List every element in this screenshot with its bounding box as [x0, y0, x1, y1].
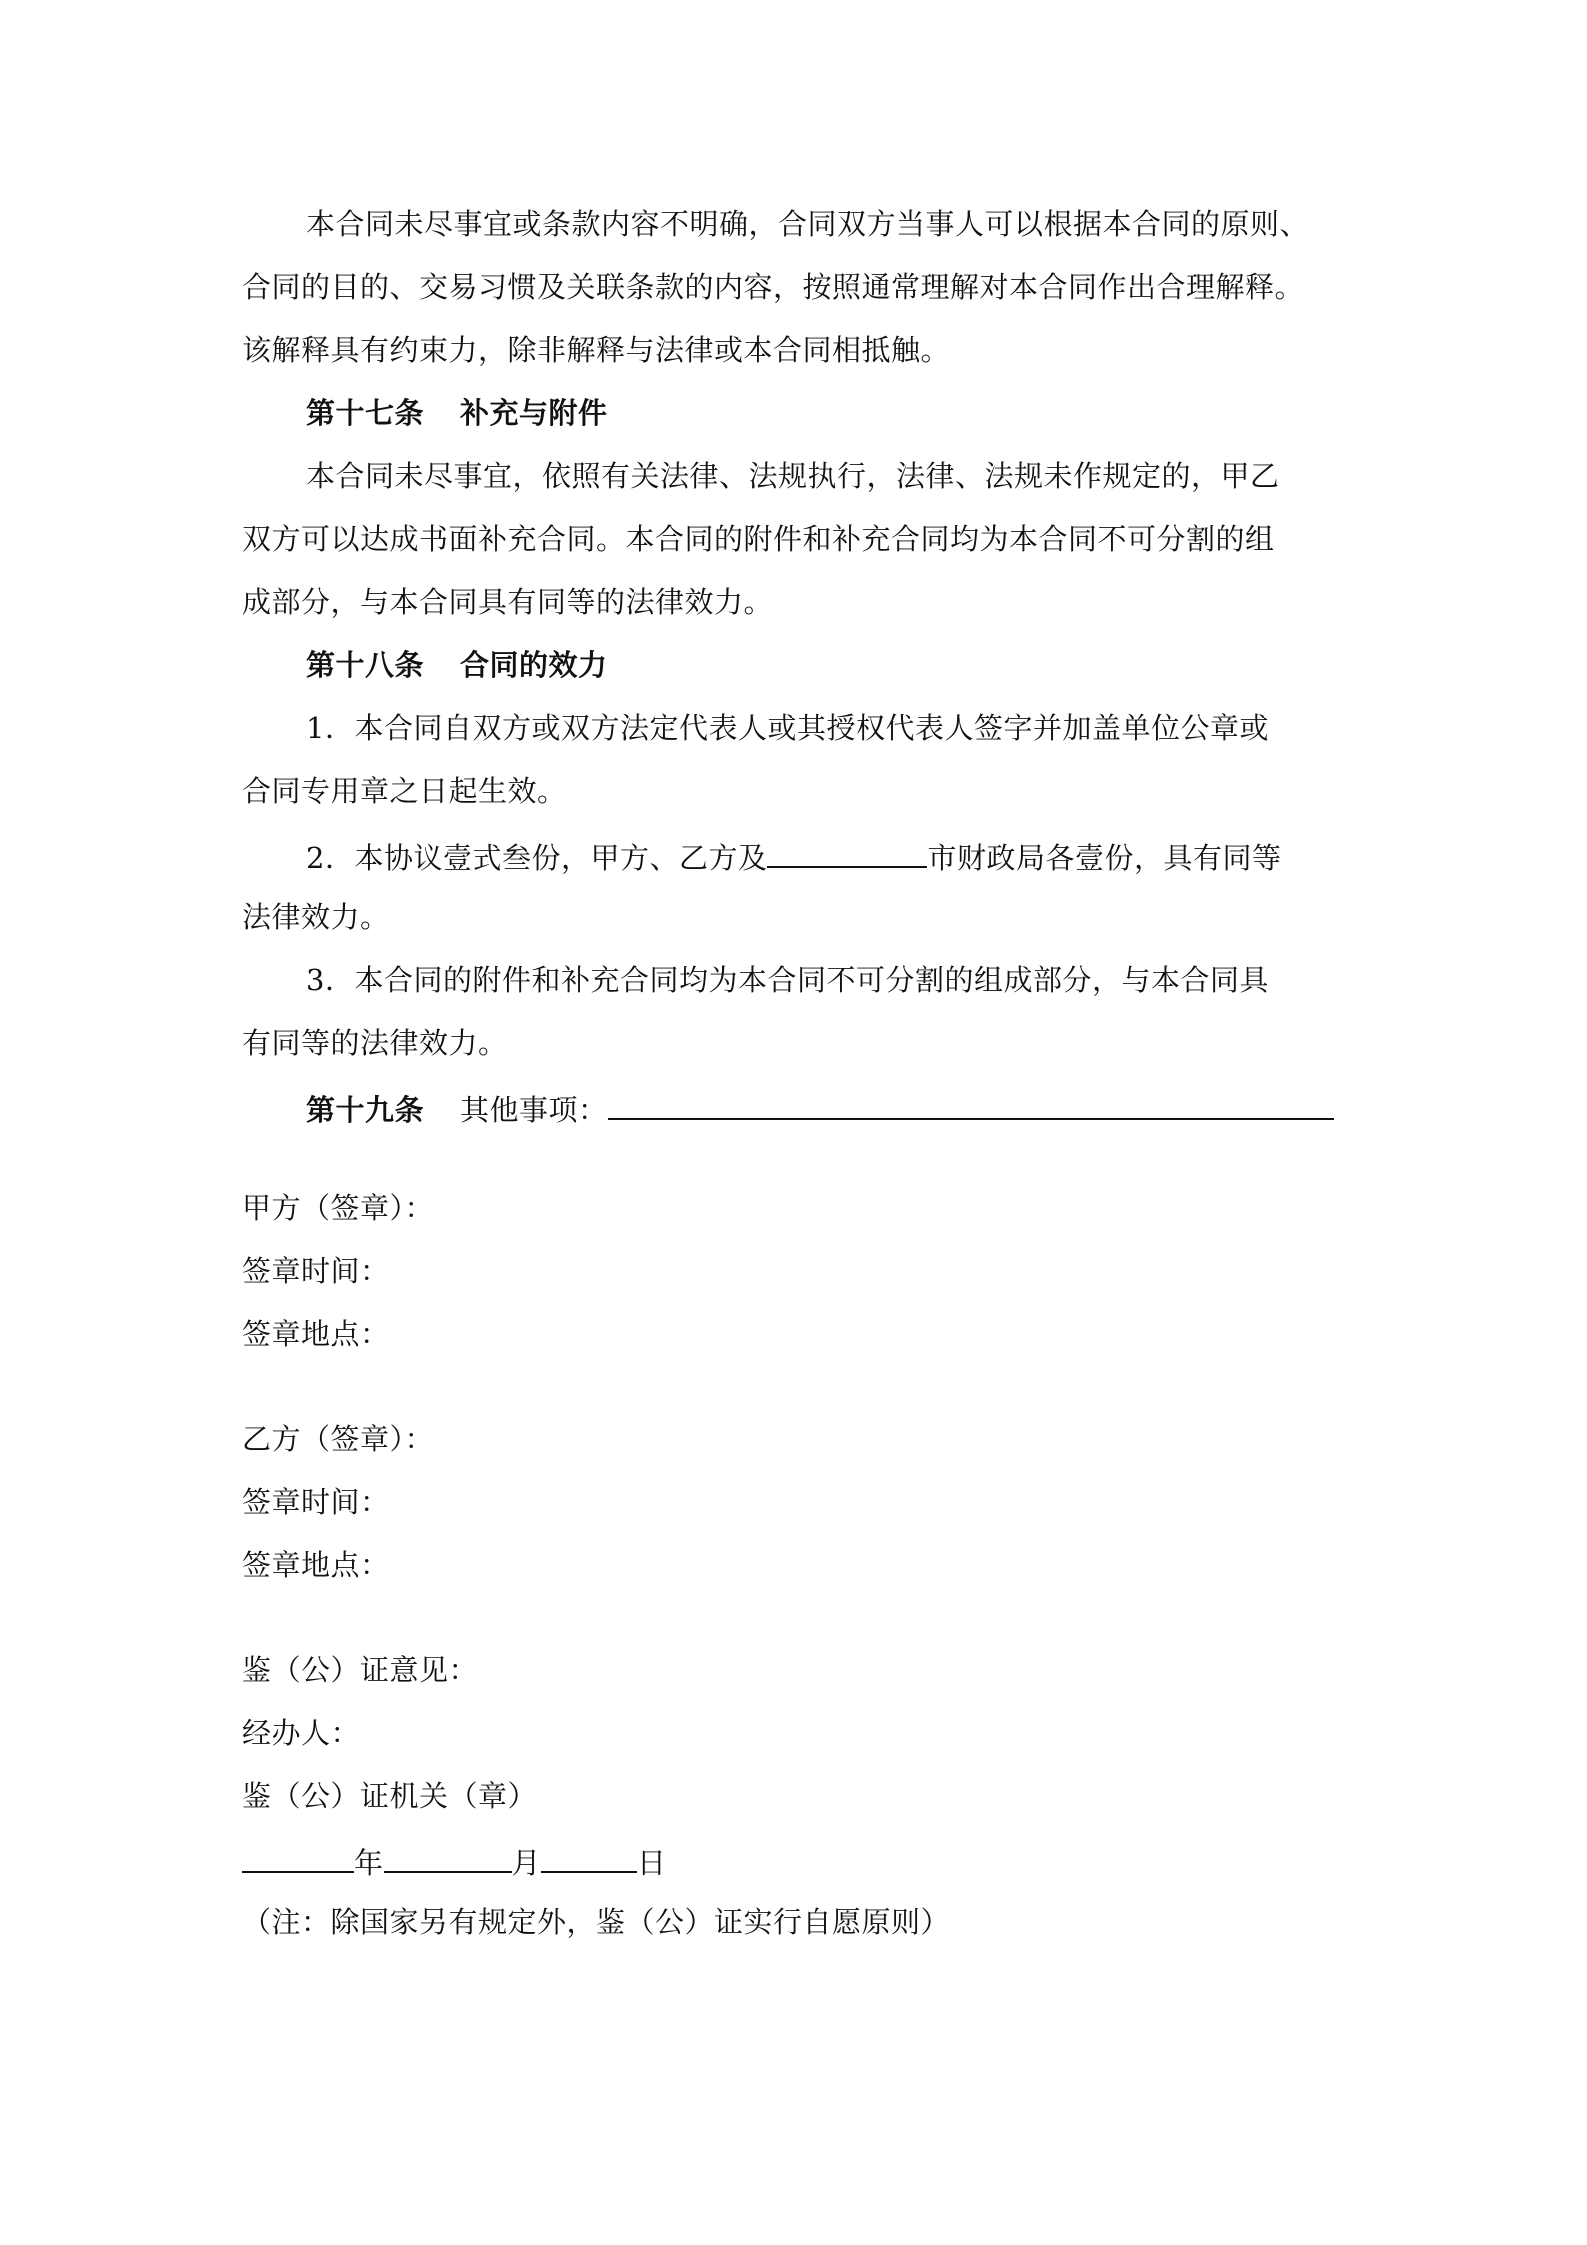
day-label: 日: [637, 1846, 667, 1880]
party-b-time: 签章时间：: [242, 1485, 390, 1519]
notary-date: [242, 1839, 1362, 1883]
year-blank[interactable]: [242, 1839, 354, 1873]
article-17-heading: [306, 393, 1426, 433]
interpretation-line-1: 本合同未尽事宜或条款内容不明确，合同双方当事人可以根据本合同的原则、: [306, 207, 1310, 241]
article-19-title: 其他事项：: [460, 1093, 608, 1127]
party-a-sign: 甲方（签章）：: [242, 1191, 435, 1225]
interpretation-line-2: 合同的目的、交易习惯及关联条款的内容，按照通常理解对本合同作出合理解释。: [242, 270, 1305, 304]
notary-authority: 鉴（公）证机关（章）: [242, 1779, 538, 1813]
article-18-heading: [306, 645, 1426, 685]
article-18-item-2-line-2: 法律效力。: [242, 900, 390, 934]
interpretation-line-3: 该解释具有约束力，除非解释与法律或本合同相抵触。: [242, 333, 951, 367]
year-label: 年: [354, 1846, 384, 1880]
article-18-title: 合同的效力: [460, 648, 608, 682]
notary-opinion: 鉴（公）证意见：: [242, 1653, 479, 1687]
article-18-number: 第十八条: [306, 648, 425, 682]
article-18-item-2-line-1: [306, 834, 1426, 878]
article-17-line-3: 成部分，与本合同具有同等的法律效力。: [242, 585, 774, 619]
finance-bureau-blank[interactable]: [767, 834, 927, 868]
article-17-line-1: 本合同未尽事宜，依照有关法律、法规执行，法律、法规未作规定的，甲乙: [306, 459, 1280, 493]
month-label: 月: [511, 1846, 542, 1880]
article-19-number: 第十九条: [306, 1093, 425, 1127]
article-17-number: 第十七条: [306, 396, 425, 430]
article-17-line-2: 双方可以达成书面补充合同。本合同的附件和补充合同均为本合同不可分割的组: [242, 522, 1275, 556]
party-b-sign: 乙方（签章）：: [242, 1422, 435, 1456]
article-18-item-2-prefix: 2．本协议壹式叁份，甲方、乙方及: [306, 841, 768, 875]
notary-handler: 经办人：: [242, 1716, 361, 1750]
party-b-place: 签章地点：: [242, 1548, 390, 1582]
other-matters-blank[interactable]: [608, 1086, 1334, 1120]
day-blank[interactable]: [541, 1839, 637, 1873]
article-17-title: 补充与附件: [460, 396, 608, 430]
article-19-heading: [306, 1086, 1426, 1130]
month-blank[interactable]: [384, 1839, 512, 1873]
article-18-item-2-suffix: 市财政局各壹份，具有同等: [927, 841, 1282, 875]
party-a-place: 签章地点：: [242, 1317, 390, 1351]
article-18-item-1-line-1: 1．本合同自双方或双方法定代表人或其授权代表人签字并加盖单位公章或: [306, 711, 1269, 745]
notary-note: （注：除国家另有规定外，鉴（公）证实行自愿原则）: [242, 1905, 951, 1939]
article-18-item-3-line-2: 有同等的法律效力。: [242, 1026, 508, 1060]
article-18-item-3-line-1: 3．本合同的附件和补充合同均为本合同不可分割的组成部分，与本合同具: [306, 963, 1269, 997]
article-18-item-1-line-2: 合同专用章之日起生效。: [242, 774, 567, 808]
party-a-time: 签章时间：: [242, 1254, 390, 1288]
